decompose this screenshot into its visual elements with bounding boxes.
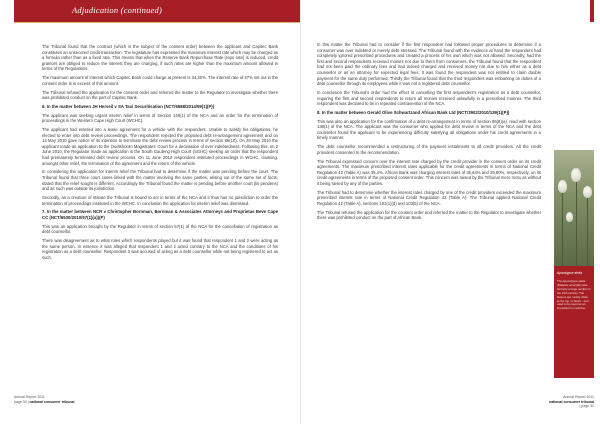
paragraph: In this matter the Tribunal had to consider if the first respondent had followed proper procedures to determine if a consumer was over indebted or merely debt stressed. The Tribunal found with the evidence at hand the respondent had completely ignored prescribed procedures and created a process of his own which was not allowed. Secondly, had the first and second respondents received monies not due to them from consumers, the Tribunal found that the respondent had not been paid the ordinary fees and had indeed charged and received money not due to him either as a debt counsellor or as an attorney for expected legal fees. It was found the respondent was not entitled to claim double payment for the same duty performed. Thirdly the Tribunal found that the third respondent was embarking on duties of a debt counsellor through its employees while it was not a registered debt counsellor. [317, 42, 541, 87]
footer-report-label: Annual Report 2011 [14, 395, 45, 399]
flower-bud [566, 212, 573, 222]
stem [576, 178, 577, 266]
footer-page-label [14, 400, 74, 405]
paragraph: The Tribunal expressed concern over the interest rate charged by the credit provider in the consent order on its credit agreements. The maximum prescribed interest rates applicable for the credit agreements in terms of National Credit Regulation 42 (Table A) was 35,4%. African Bank was charging interest rates of 35,64% and 39,80%, respectively, on its credit agreements in terms of the proposed consent order. This concern was raised by the Tribunal mero motu as without it being raised by any of the parties. [317, 158, 541, 186]
footer-page-number: | page 31 [579, 404, 594, 409]
section-heading-6: 6. In the matter between JH Herveil v SA Taxi Securitisation (NCT/6588/2014/59(1)(P)) [42, 103, 215, 109]
footer-page-label [548, 400, 594, 409]
paragraph: In considering the application for interim relief the Tribunal had to determine if the matter was pending before the court. The Tribunal found that three court cases linked with the matter involving the same parties, arising out of the same set of facts, stated that the relief sought is different. Accordingly the Tribunal found the matter is pending before another court (lis pendens) and as such was outside its jurisdiction. [42, 169, 278, 192]
paragraph: The applicant was seeking urgent interim relief in terms of Section 149(1) of the NCA and an order for the termination of proceedings in the Western Cape High Court (WCHC). [42, 112, 278, 124]
header-tab [590, 0, 594, 22]
paragraph: This was an application brought by the Regulator in terms of section 57(1) of the NCA for the cancellation of registration as debt counsellor. [42, 223, 278, 235]
paragraph: The Tribunal found that the contract (which is the subject of the consent order) between the applicant and Capitec Bank constitutes an unsecured credit transaction. The legislature has expressed the maximum interest rate which may be charged as a formula rather than as a fixed rate. This means that when the Reserve Bank Repurchase Rate (repo rate) is reduced, credit grantors are obliged to reduce the interest they are charging, if such rates are higher than the maximum amount allowed in terms of the Regulations. [42, 44, 278, 72]
left-column [42, 44, 278, 264]
sidebar-caption [554, 266, 594, 378]
sidebar-text: The Apocalypse atella (Mabeku amaryllis) was formerly a large number in the 19th century. The flowers are mostly white at the top, or blush - and used to be used as an ingredient in medicine. [557, 279, 591, 311]
sidebar-title: Apocalypse atella [557, 271, 582, 275]
paragraph: In conclusion the Tribunal's order had the effect of cancelling the first respondent's registration as a debt counsellor, requiring the first and second respondents to return all monies received unlawfully in a prescribed manner. The third respondent was declared to be in repeated contravention of the NCA. [317, 89, 541, 107]
section-heading-8: 8. In the matter between Gerald Olive Schwartzand African Bank Ltd (NCT/3902/2010/139(1)(P)) [317, 109, 510, 115]
footer-page-number: page 30 | [14, 399, 30, 404]
paragraph: The Tribunal refused the application for the consent order and referred the matter to the Regulator to investigate whether there was prohibited conduct on the part of African Bank. [317, 209, 541, 221]
section-heading-7: 7. In the matter between NCR v Christopher Bornman, Bornman & Associates Attorneys and Proprietas Beve Cape CC (NCT/6530/2010/57(1)(a))(P) [42, 209, 278, 220]
flower-bud [571, 168, 581, 182]
paragraph: The applicant had entered into a lease agreement for a vehicle with the respondent. Unable to satisfy his obligations, he elected to enter into debt review proceedings. The respondent rejected the proposed debt re-arrangement agreement and on 14 May 2010 gave notice of its intention to terminate the debt review process in terms of section 86(10). On 28 May 2010 the applicant made an application to the Oudtshoorn Magistrates' Court for a declaration of over indebtedness. Following this, on 2 June 2010, the Regulator made an application in the South Gauteng High Court (SGHC) seeking an order that the respondent had prematurely terminated debt review process. On 11 June 2010 respondent instituted proceedings in WCHC, claiming, amongst other relief, the termination of the agreement and the return of the vehicle. [42, 127, 278, 166]
paragraph: The maximum amount of interest which Capitec Bank could charge at present is 34,30%. The interest rate of 37% set out in the consent order is in excess of this amount. [42, 75, 278, 86]
footer-org-name: national consumer tribunal [29, 399, 75, 404]
stem [587, 196, 588, 266]
footer-left [14, 395, 74, 404]
paragraph: The Tribunal refused the application for the consent order and referred the matter to the Regulator to investigate whether there was prohibited conduct on the part of Capitec Bank. [42, 89, 278, 101]
stem [562, 190, 563, 266]
footer-report-label: Annual Report 2011 [563, 395, 594, 399]
paragraph: Secondly, as a creature of statute the Tribunal is bound to act in terms of the NCA and it thus has no jurisdiction to order the termination of proceedings instituted in the WCHC. In conclusion the application for interim relief was dismissed. [42, 194, 278, 206]
paragraph: There was disagreement as to what roles which respondents played but it was found that respondent 1 and 2 were acting as the same person. In essence it was alleged that respondent 1 and 2 acted contrary to the NCA and the conditions of his registration as a debt counsellor. Respondent 3 was accused of acting as a debt counsellor while not being registered to act as such. [42, 238, 278, 260]
paragraph: This was also an application for the confirmation of a debt re-arrangement in terms of section 86(8)(a), read with section 138(1) of the NCA. The applicant was the consumer who applied for debt review in terms of the NCA and the debt counsellor found the applicant to be experiencing difficulty satisfying all obligations under his credit agreements in a timely manner. [317, 118, 541, 141]
paragraph: The Tribunal had to determine whether the interest rates charged by one of the credit providers exceeded the maximum prescribed interest rate in terms of National Credit Regulation 42 (Table A). The Tribunal applied National Credit Regulation 42 (Table A), sections 101(1)(d) and 103(5) of the NCA. [317, 189, 541, 206]
flower-photo [554, 150, 594, 266]
footer-org-name: national consumer tribunal [549, 399, 594, 404]
header-rule [14, 22, 300, 23]
right-column [317, 42, 541, 224]
flower-bud [558, 180, 567, 193]
paragraph: The debt counsellor recommended a restructuring of the payment instalments to all credit providers. All the credit providers consented to the recommendation. [317, 144, 541, 155]
flower-bud [583, 186, 592, 198]
page-title: Adjudication (continued) [72, 5, 163, 15]
footer-right [548, 395, 594, 409]
